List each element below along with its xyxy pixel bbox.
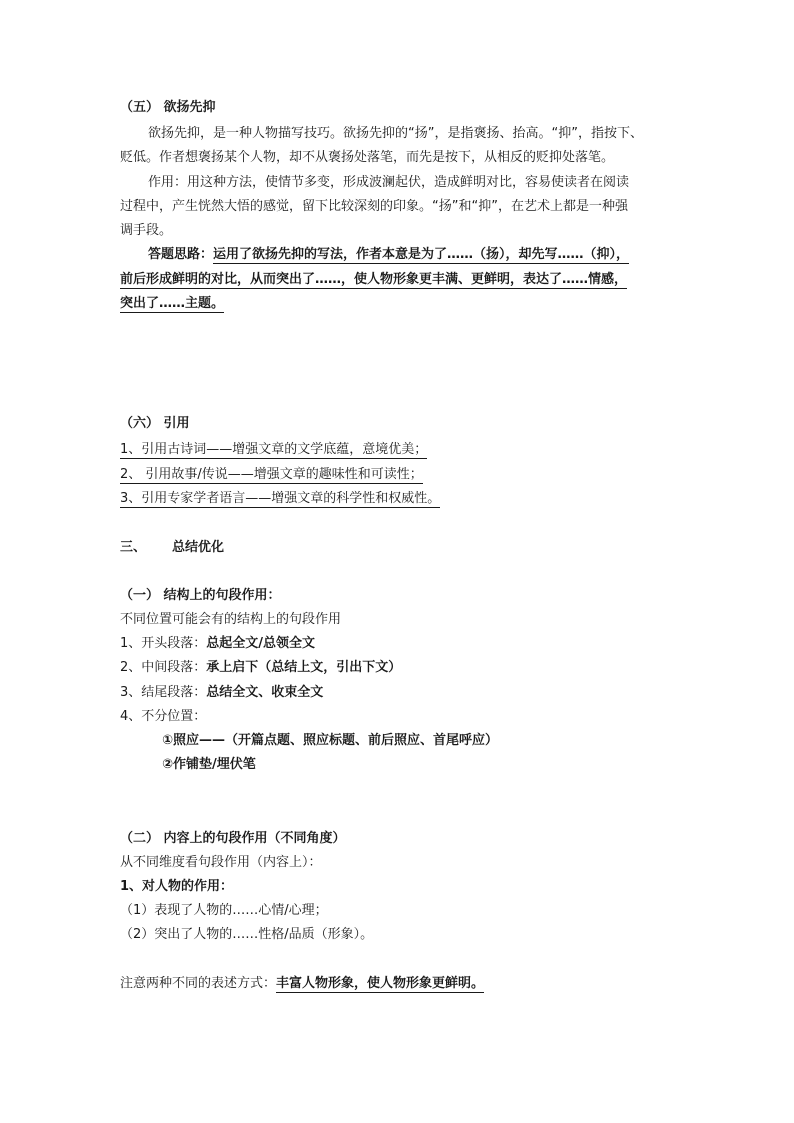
- note-line: [120, 974, 484, 994]
- subsection-2-heading: （二） 内容上的句段作用（不同角度）: [120, 831, 346, 846]
- paragraph-line: 欲扬先抑，是一种人物描写技巧。欲扬先抑的“扬”，是指褒扬、抬高。“抑”，指按下、: [148, 126, 643, 141]
- answer-label: 答题思路：: [148, 247, 214, 262]
- structure-row: 4、不分位置：: [120, 709, 207, 724]
- note-label: 注意两种不同的表述方式：: [120, 976, 277, 991]
- list-item: 1、引用古诗词——增强文章的文学底蕴，意境优美；: [120, 442, 428, 457]
- content-item: （1）表现了人物的……心情/心理；: [120, 903, 328, 918]
- note-value: 丰富人物形象，使人物形象更鲜明。: [276, 976, 485, 991]
- paragraph-line: 贬低。作者想褒扬某个人物，却不从褒扬处落笔，而先是按下，从相反的贬抑处落笔。: [120, 150, 615, 165]
- structure-row: 2、中间段落：承上启下（总结上文，引出下文）: [120, 660, 402, 675]
- section-5-heading: （五） 欲扬先抑: [120, 100, 216, 115]
- structure-subitem: ②作铺垫/埋伏笔: [162, 757, 256, 772]
- structure-subitem: ①照应——（开篇点题、照应标题、前后照应、首尾呼应）: [162, 733, 499, 748]
- answer-line-2: [120, 270, 627, 290]
- list-item: 2、 引用故事/传说——增强文章的趣味性和可读性；: [120, 467, 423, 482]
- subsection-intro: 从不同维度看句段作用（内容上）：: [120, 855, 322, 870]
- answer-text: 运用了欲扬先抑的写法，作者本意是为了……（扬），却先写……（抑），: [213, 247, 630, 262]
- subsection-1-heading: （一） 结构上的句段作用：: [120, 588, 281, 603]
- section-number: 三、: [120, 540, 147, 555]
- content-heading: 1、对人物的作用：: [120, 879, 234, 894]
- paragraph-line: 调手段。: [120, 223, 173, 238]
- answer-line-3: [120, 294, 224, 314]
- paragraph-line: 作用：用这种方法，使情节多变，形成波澜起伏，造成鲜明对比，容易使读者在阅读: [148, 175, 630, 190]
- section-three-heading: [120, 538, 224, 558]
- subsection-intro: 不同位置可能会有的结构上的句段作用: [120, 612, 342, 627]
- answer-text: 突出了……主题。: [120, 296, 225, 311]
- section-title: 总结优化: [172, 540, 225, 555]
- structure-row: 1、开头段落：总起全文/总领全文: [120, 636, 316, 651]
- section-6-heading: （六） 引用: [120, 416, 190, 431]
- content-item: （2）突出了人物的……性格/品质（形象）。: [120, 927, 374, 942]
- answer-line-1: [148, 245, 629, 265]
- structure-row: 3、结尾段落：总结全文、收束全文: [120, 685, 324, 700]
- answer-text: 前后形成鲜明的对比，从而突出了……，使人物形象更丰满、更鲜明，表达了……情感，: [120, 272, 628, 287]
- list-item: 3、引用专家学者语言——增强文章的科学性和权威性。: [120, 491, 441, 506]
- paragraph-line: 过程中，产生恍然大悟的感觉，留下比较深刻的印象。“扬”和“抑”，在艺术上都是一种强: [120, 199, 628, 214]
